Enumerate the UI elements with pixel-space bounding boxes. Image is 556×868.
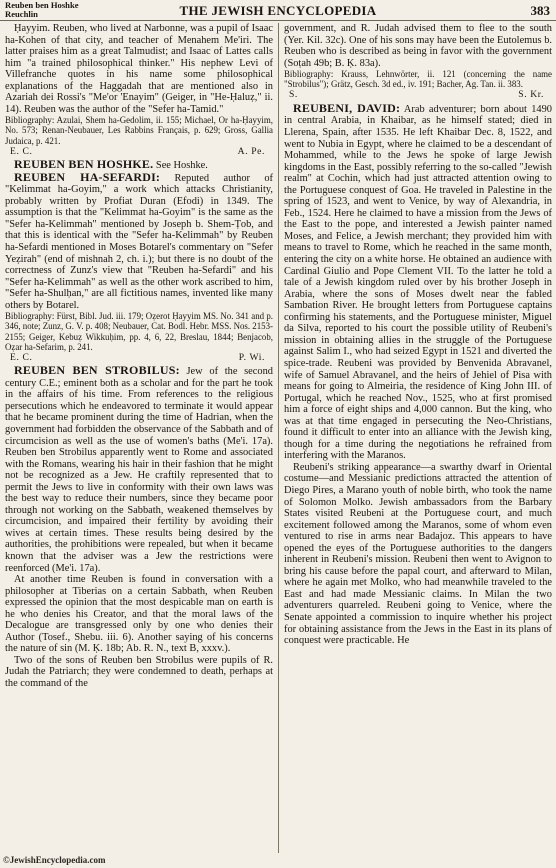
bibliography: Bibliography: Krauss, Lehnwörter, ii. 121 (concerning the name "Strobilus"); Grätz, Gesch. 3d ed., iv. 191; Bacher, Ag. Tan. ii. 383. [284, 69, 552, 90]
paragraph: Ḥayyim. Reuben, who lived at Narbonne, was a pupil of Isaac ha-Kohen of that city, and teacher of Menahem Me'iri. The latter praises him as a great Talmudist; and Isaac of Lattes calls him "a trained philosophical thinker." His nephew Levi of Villefranche quotes in his name some philosophical explanations of the Haggadah that are mentioned also in Azariah dei Rossi's "Me'or 'Enayim" (Geiger, in "He-Ḥaluẓ," ii. 14). Reuben was the author of the "Sefer ha-Tamid." [5, 23, 273, 115]
running-head-last-entry: Reuchlin [5, 8, 38, 19]
contributor-signature: E. C. P. Wi. [10, 351, 265, 363]
page-header [0, 0, 556, 21]
paragraph: Reubeni's striking appearance—a swarthy dwarf in Oriental costume—and Messianic predictions attracted the attention of Diego Pires, a Marano youth of noble birth, who took the name of Solomon Molko. Jewish ambassadors from the Barbary States visited Reubeni at the Portuguese court, and much excitement followed among the Maranos, some of whom even ventured to rise in arms near Badajoz. This appears to have opened the eyes of the Portuguese authorities to the dangers inherent in Reubeni's mission. Reubeni then went to Avignon to bring his cause before the papal court, and afterward to Milan, where he again met Molko, who had meanwhile traveled to the East and had made Messianic claims. In Milan the two adventurers quarreled. Reubeni going to Venice, where the Senate appointed a commission to inquire whether his project for obtaining assistance from the Jews in the East in its plans of conquest were practicable. He [284, 461, 552, 647]
bibliography: Bibliography: Fürst, Bibl. Jud. iii. 179; Oẓerot Ḥayyim MS. No. 341 and p. 346, note; Zunz, G. V. p. 408; Neubauer, Cat. Bodl. Hebr. MSS. Nos. 2153-2155; Geiger, Kebuẓ Wikkuḥim, pp. 4, 6, 22, Breslau, 1844; Benjacob, Oẓar ha-Sefarim, p. 241. [5, 311, 273, 352]
article-entry: REUBEN BEN HOSHKE. See Hoshke. [14, 157, 208, 172]
page-number: 383 [530, 3, 550, 18]
paragraph: government, and R. Judah advised them to flee to the south (Yer. Kil. 32c). One of his sons may have been the Eutolemus b. Reuben who is described as being in favor with the government (Soṭah 49b; B. Ḳ. 83a). [284, 23, 552, 69]
running-head-first-entry: Reuben ben Hoshke [5, 0, 79, 10]
article-title: REUBENI, DAVID: [293, 100, 401, 115]
bibliography: Bibliography: Azulai, Shem ha-Gedolim, ii. 155; Michael, Or ha-Ḥayyim, No. 573; Renan-Neubauer, Les Rabbins Français, p. 629; Gross, Gallia Judaica, p. 421. [5, 115, 273, 146]
column-divider [278, 23, 279, 853]
left-column [5, 23, 273, 853]
publication-title: THE JEWISH ENCYCLOPEDIA [179, 3, 377, 18]
contributor-signature: E. C. A. Pe. [10, 145, 265, 157]
article-entry: REUBEN BEN STROBILUS: Jew of the second century C.E.; eminent both as a scholar and for the part he took in the affairs of his time. From references to the religious persecutions which he endeavored to terminate it would appear that he became prominent during the time of Hadrian, when the government had forbidden the observance of the Sabbath and of circumcision as well as the use of women's baths (Me'i. 17a). Reuben ben Strobilus apparently went to Rome and associated with the Romans, wearing his hair in their fashion that he might not be recognized as a Jew. He craftily represented that to permit the Jews to live in conformity with their own laws was the best way to reduce their numbers, since they became poor through not working on the Sabbath, weakened themselves by circumcision, and impaired their fertility by avoiding their wives at certain times. These results being desired by the authorities, the prohibitions were repealed, but when it became known that the adviser was a Jew the restrictions were reenforced (Me'i. 17a). [5, 363, 273, 574]
contributor-signature: S. S. Kr. [289, 89, 544, 101]
site-credit: ©JewishEncyclopedia.com [3, 855, 106, 865]
article-entry: REUBENI, DAVID: Arab adventurer; born about 1490 in central Arabia, in Khaibar, as he himself stated; died in Llerena, Spain, after 1535. He left Khaibar Dec. 8, 1522, and went to Nubia in Egypt, where he claimed to be a descendant of Mohammed, while to the Jews he spoke of large Jewish kingdoms in the East, possibly referring to the so-called "Jewish realm" at Cochin, which had just attracted attention owing to the Portuguese conquest of Goa. He traveled in Palestine in the spring of 1523, and went to Venice, by way of Alexandria, in Feb., 1524. Here he claimed to have a mission from the Jews of the East to the pope, and interested a Jewish painter named Moses, and Felice, a Jewish merchant; they provided him with means to travel to Rome, which he reached in the same month, entering the city on a white horse. He obtained an audience with Cardinal Giulio and Pope Clement VII. To the latter he told a tale of a Jewish kingdom ruled over by his brother Joseph in Arabia, where the sons of Moses dwelt near the fabled Sambation River. He brought letters from Portuguese captains confirming his statements, and the Portuguese minister, Miguel da Silva, reported to his court the possible utility of Reubeni's mission in obtaining allies in the struggle of the Portuguese against Salim I., who had seized Egypt in 1521 and diverted the spice-trade. Reubeni was provided by Benvenida Abravanel, wife of Samuel Abravanel, and the heirs of Jehiel of Pisa with means for going to Almeiria, the residence of King John III. of Portugal, which he reached Nov., 1525, who at first promised him a force of eight ships and 4,000 cannon. But the king, who was at that time engaged in persecuting the Neo-Christians, found it difficult to enter into an alliance with the Jewish king, though for a time during the negotiations he refrained from interfering with the Maranos. [284, 100, 552, 462]
right-column [284, 23, 552, 853]
article-title: REUBEN BEN STROBILUS: [14, 363, 180, 378]
paragraph: At another time Reuben is found in conversation with a philosopher at Tiberias on a certain Sabbath, when Reuben expressed the opinion that the most despicable man on earth is he who denies his Creator, and that the moral laws of the Decalogue are transgressed only by one who denies their Author (Tosef., Shebu. iii. 6). Another saying of his concerns the nature of sin (M. Ḳ. 18b; Ab. R. N., text B, xxxv.). [5, 574, 273, 655]
article-title: REUBEN BEN HOSHKE. [14, 157, 154, 172]
paragraph: Two of the sons of Reuben ben Strobilus were pupils of R. Judah the Patriarch; they were condemned to death, perhaps at the command of the [5, 654, 273, 689]
article-title: REUBEN HA-SEFARDI: [14, 169, 161, 184]
article-entry: REUBEN HA-SEFARDI: Reputed author of "Kelimmat ha-Goyim," a work which attacks Christianity, probably written by Profiat Duran (Efodi) in 1349. The assumption is that the "Kelimmat ha-Goyim" is the same as the "Sefer ha-Kelimmah" mentioned by Joseph b. Shem-Ṭob, and that this is identical with the "Sefer ha-Kelimmah" by Reuben ha-Sefardi mentioned in Moses Botarel's commentary on "Sefer Yeẓirah" (end of mishnah 2, ch. i.); but there is no doubt of the correctness of Zunz's view that "Reuben ha-Sefardi" and his "Sefer ha-Kelimmah" as well as the other work ascribed to him, "Sefer ha-Shulḥan," are all fictitious names, invented like many others by Botarel. [5, 169, 273, 311]
